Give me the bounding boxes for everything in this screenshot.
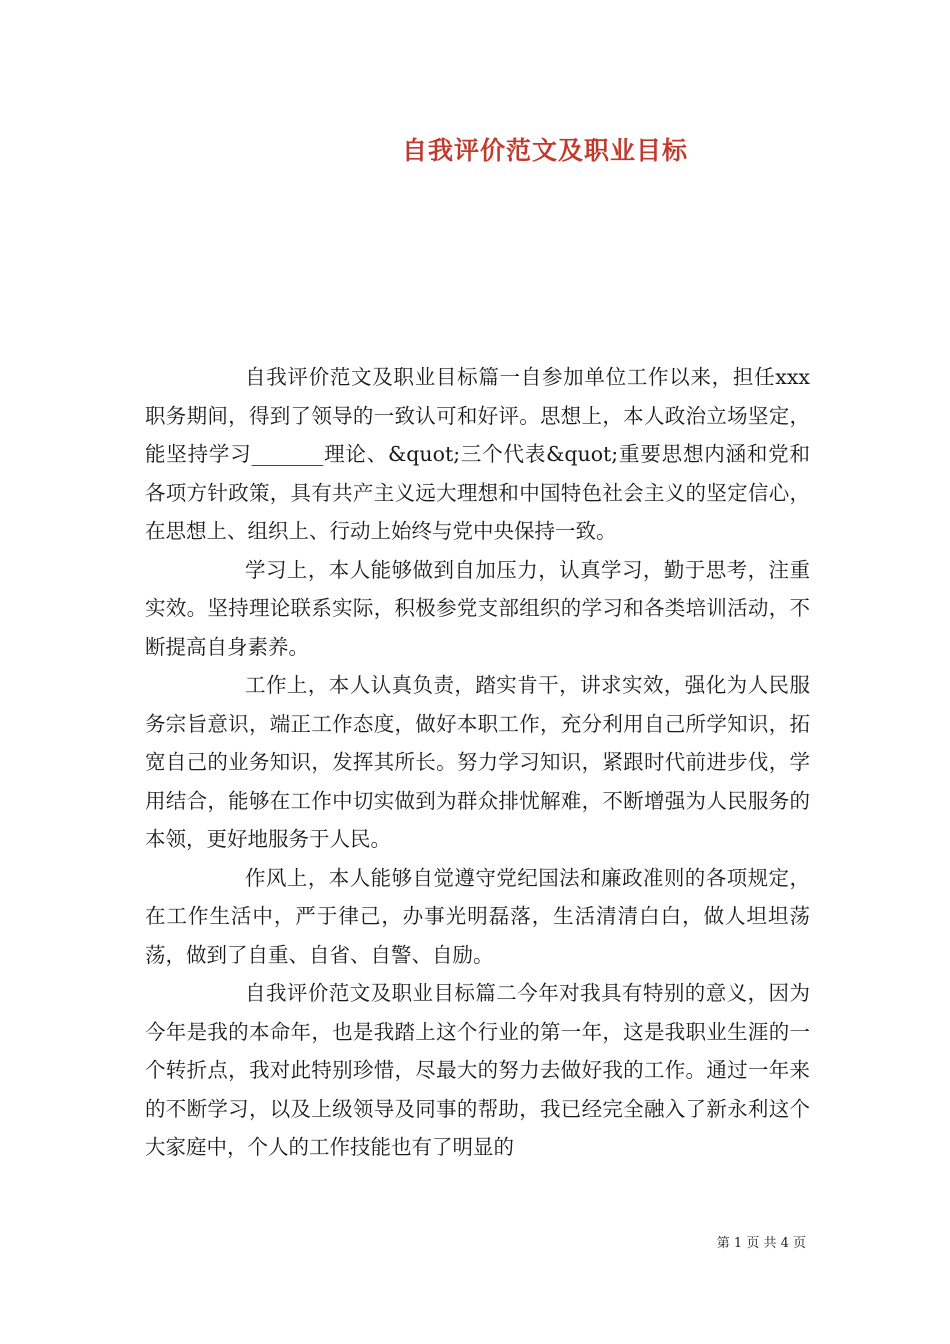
paragraph: 自我评价范文及职业目标篇二今年对我具有特别的意义，因为今年是我的本命年，也是我踏上这个行业的第一年，这是我职业生涯的一个转折点，我对此特别珍惜，尽最大的努力去做好我的工作。通过一年来的不断学习，以及上级领导及同事的帮助，我已经完全融入了新永利这个大家庭中，个人的工作技能也有了明显的 [145, 981, 810, 1159]
paragraph: 学习上，本人能够做到自加压力，认真学习，勤于思考，注重实效。坚持理论联系实际，积极参党支部组织的学习和各类培训活动，不断提高自身素养。 [145, 557, 810, 659]
paragraph: 自我评价范文及职业目标篇一自参加单位工作以来，担任xxx职务期间，得到了领导的一致认可和好评。思想上，本人政治立场坚定，能坚持学习_______理论、&quot;三个代表&quot;重要思想内涵和党和各项方针政策，具有共产主义远大理想和中国特色社会主义的坚定信心，在思想上、组织上、行动上始终与党中央保持一致。 [145, 365, 810, 543]
document-body [145, 358, 810, 1167]
paragraph: 作风上，本人能够自觉遵守党纪国法和廉政准则的各项规定，在工作生活中，严于律己，办事光明磊落，生活清清白白，做人坦坦荡荡，做到了自重、自省、自警、自励。 [145, 865, 810, 967]
paragraph: 工作上，本人认真负责，踏实肯干，讲求实效，强化为人民服务宗旨意识，端正工作态度，做好本职工作，充分利用自己所学知识，拓宽自己的业务知识，发挥其所长。努力学习知识，紧跟时代前进步伐，学用结合，能够在工作中切实做到为群众排忧解难，不断增强为人民服务的本领，更好地服务于人民。 [145, 673, 810, 851]
document-title: 自我评价范文及职业目标 [401, 136, 688, 165]
page-number-footer: 第 1 页 共 4 页 [716, 1236, 806, 1251]
